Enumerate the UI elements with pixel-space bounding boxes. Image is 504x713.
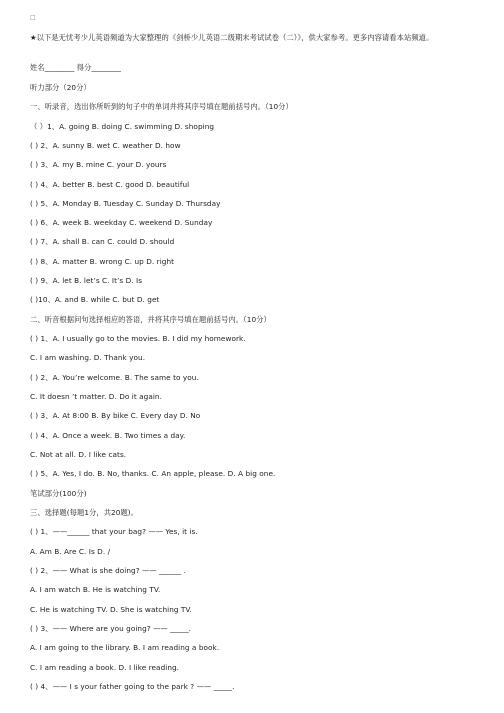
option-line: A. I am watch B. He is watching TV.	[30, 585, 161, 594]
question-line: ( ) 4、—— I s your father going to the park ? —— _____.	[30, 682, 235, 691]
question-line: ( ) 3、A. At 8:00 B. By bike C. Every day D. No	[30, 411, 201, 420]
option-line: A. I am going to the library. B. I am reading a book.	[30, 643, 220, 652]
option-line: C. I am washing. D. Thank you.	[30, 353, 146, 362]
question-line: ( )10、A. and B. while C. but D. get	[30, 295, 160, 304]
option-line: C. It doesn ’t matter. D. Do it again.	[30, 392, 162, 401]
option-line: C. I am reading a book. D. I like reading.	[30, 663, 180, 672]
option-line: C. Not at all. D. I like cats.	[30, 450, 127, 459]
question-line: （ ）1、A. going B. doing C. swimming D. shoping	[30, 122, 215, 131]
question-line: ( ) 6、A. week B. weekday C. weekend D. Sunday	[30, 218, 213, 227]
question-line: ( ) 1、——______ that your bag? —— Yes, it is.	[30, 527, 198, 536]
question-line: ( ) 4、A. better B. best C. good D. beautiful	[30, 180, 190, 189]
question-line: ( ) 7、A. shall B. can C. could D. should	[30, 237, 175, 246]
placeholder-marker: □	[30, 14, 36, 21]
name-score-line: 姓名________ 得分________	[30, 63, 121, 72]
question-line: ( ) 4、A. Once a week. B. Two times a day.	[30, 431, 186, 440]
question-line: ( ) 2、A. You’re welcome. B. The same to you.	[30, 373, 199, 382]
question-line: ( ) 8、A. matter B. wrong C. up D. right	[30, 257, 175, 266]
section-heading: 一、听录音，选出你所听到的句子中的单词并将其序号填在题前括号内。（10分）	[30, 102, 293, 111]
option-line: C. He is watching TV. D. She is watching TV.	[30, 605, 192, 614]
intro-paragraph: ★以下是无忧考少儿英语频道为大家整理的《剑桥少儿英语二级期末考试试卷（二）》，供大家参考。更多内容请看本站频道。	[30, 33, 434, 42]
section-heading: 听力部分（20分）	[30, 83, 91, 92]
question-line: ( ) 5、A. Monday B. Tuesday C. Sunday D. Thursday	[30, 199, 221, 208]
question-line: ( ) 1、A. I usually go to the movies. B. I did my homework.	[30, 334, 246, 343]
section-heading: 二、听音根据问句选择相应的答语，并将其序号填在题前括号内。（10分）	[30, 315, 271, 324]
option-line: A. Am B. Are C. Is D. /	[30, 547, 111, 556]
section-heading: 笔试部分(100分)	[30, 489, 87, 498]
question-line: ( ) 9、A. let B. let’s C. It’s D. Is	[30, 276, 143, 285]
question-line: ( ) 2、A. sunny B. wet C. weather D. how	[30, 141, 181, 150]
question-line: ( ) 2、—— What is she doing? —— ______ .	[30, 566, 187, 575]
section-heading: 三、选择题(每题1分，共20题)。	[30, 508, 139, 517]
question-line: ( ) 5、A. Yes, I do. B. No, thanks. C. An apple, please. D. A big one.	[30, 469, 276, 478]
question-line: ( ) 3、—— Where are you going? —— _____.	[30, 624, 192, 633]
question-line: ( ) 3、A. my B. mine C. your D. yours	[30, 160, 167, 169]
